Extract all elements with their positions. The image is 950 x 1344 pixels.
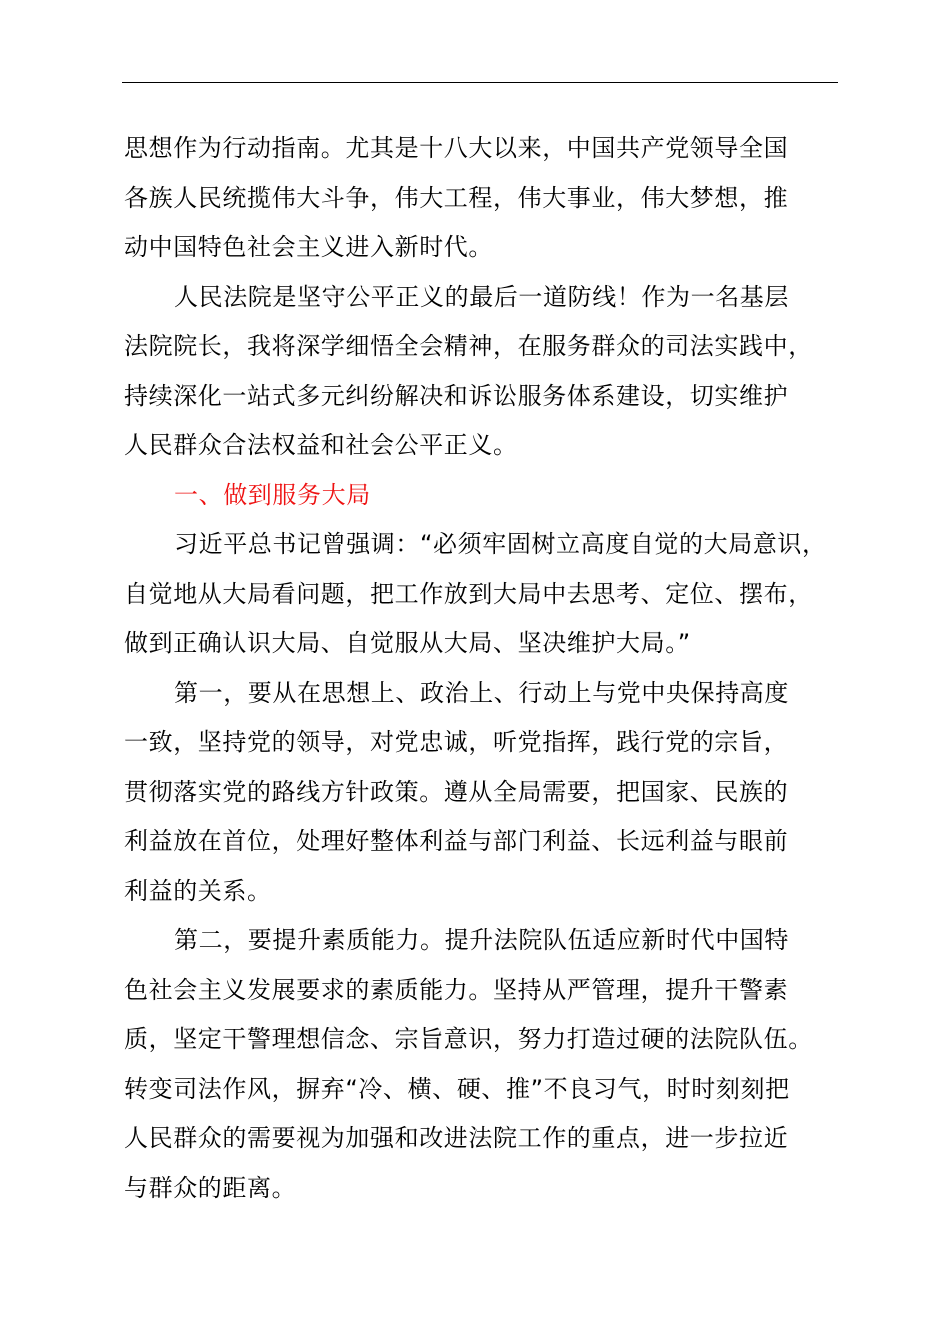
paragraph-start: 人民法院是坚守公平正义的最后一道防线！作为一名基层 [174, 282, 789, 311]
text-line: 法院院长，我将深学细悟全会精神，在服务群众的司法实践中， [124, 332, 813, 360]
text-line: 质，坚定干警理想信念、宗旨意识，努力打造过硬的法院队伍。 [124, 1025, 813, 1053]
text-line: 转变司法作风，摒弃“冷、横、硬、推”不良习气，时时刻刻把 [124, 1074, 790, 1103]
text-line: 一致，坚持党的领导，对党忠诚，听党指挥，践行党的宗旨， [124, 728, 789, 756]
text-line: 贯彻落实党的路线方针政策。遵从全局需要，把国家、民族的 [124, 777, 789, 806]
body-text [124, 124, 864, 1213]
text-line: 人民群众合法权益和社会公平正义。 [124, 431, 518, 459]
text-line: 色社会主义发展要求的素质能力。坚持从严管理，提升干警素 [124, 975, 789, 1004]
text-line: 与群众的距离。 [124, 1173, 297, 1202]
text-line: 利益放在首位，处理好整体利益与部门利益、长远利益与眼前 [124, 827, 789, 855]
text-line: 人民群众的需要视为加强和改进法院工作的重点，进一步拉近 [124, 1124, 789, 1152]
text-line: 思想作为行动指南。尤其是十八大以来，中国共产党领导全国 [124, 134, 789, 162]
text-line: 动中国特色社会主义进入新时代。 [124, 233, 493, 261]
paragraph-start: 第二，要提升素质能力。提升法院队伍适应新时代中国特 [174, 926, 789, 954]
header-rule [122, 82, 838, 83]
section-heading: 一、做到服务大局 [174, 480, 371, 509]
text-line: 利益的关系。 [124, 876, 272, 905]
paragraph-start: 习近平总书记曾强调：“必须牢固树立高度自觉的大局意识， [174, 530, 827, 558]
text-line: 各族人民统揽伟大斗争，伟大工程，伟大事业，伟大梦想，推 [124, 183, 789, 212]
text-line: 持续深化一站式多元纠纷解决和诉讼服务体系建设，切实维护 [124, 381, 789, 410]
paragraph-start: 第一，要从在思想上、政治上、行动上与党中央保持高度 [174, 678, 789, 707]
text-line: 做到正确认识大局、自觉服从大局、坚决维护大局。” [124, 629, 691, 657]
text-line: 自觉地从大局看问题，把工作放到大局中去思考、定位、摆布， [124, 579, 813, 608]
